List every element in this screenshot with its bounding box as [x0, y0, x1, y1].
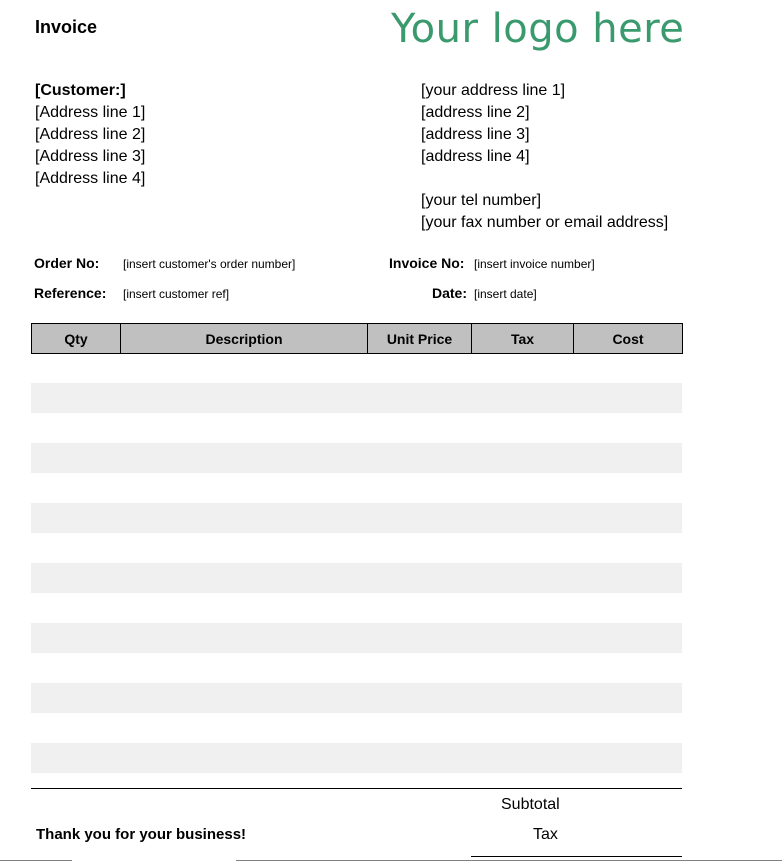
table-header-row	[32, 324, 683, 354]
customer-address-line-2: [Address line 2]	[35, 126, 146, 143]
description-column-header: Description	[121, 324, 368, 354]
logo-placeholder: Your logo here	[391, 6, 685, 52]
company-tel: [your tel number]	[421, 192, 542, 209]
table-row[interactable]	[31, 653, 682, 683]
tax-label: Tax	[533, 826, 558, 843]
tax-column-header: Tax	[472, 324, 574, 354]
table-row[interactable]	[31, 623, 682, 653]
company-address-line-1: [your address line 1]	[421, 82, 566, 99]
page-edge-line	[0, 860, 72, 861]
tax-cell-top-border	[471, 856, 682, 857]
table-row[interactable]	[31, 503, 682, 533]
invoice-no-value: [insert invoice number]	[474, 257, 595, 271]
table-row[interactable]	[31, 593, 682, 623]
table-row[interactable]	[31, 563, 682, 593]
company-address-block	[421, 80, 668, 234]
table-row[interactable]	[31, 713, 682, 743]
cost-column-header: Cost	[574, 324, 683, 354]
customer-label: [Customer:]	[35, 82, 126, 99]
thank-you-message: Thank you for your business!	[36, 826, 247, 843]
date-value: [insert date]	[474, 287, 537, 301]
table-row[interactable]	[31, 413, 682, 443]
date-label: Date:	[432, 285, 468, 301]
qty-column-header: Qty	[32, 324, 121, 354]
table-row[interactable]	[31, 383, 682, 413]
company-address-line-2: [address line 2]	[421, 104, 530, 121]
invoice-no-label: Invoice No:	[389, 255, 465, 271]
line-items-table	[31, 323, 683, 354]
table-row[interactable]	[31, 443, 682, 473]
table-row[interactable]	[31, 743, 682, 773]
company-address-line-3: [address line 3]	[421, 126, 530, 143]
totals-divider	[31, 788, 682, 789]
order-no-value: [insert customer's order number]	[123, 257, 296, 271]
table-row[interactable]	[31, 473, 682, 503]
page-edge-line	[236, 860, 782, 861]
company-fax-email: [your fax number or email address]	[421, 214, 669, 231]
line-items-body	[31, 353, 682, 773]
reference-label: Reference:	[34, 285, 107, 301]
invoice-title: Invoice	[35, 17, 98, 37]
table-row[interactable]	[31, 353, 682, 383]
order-no-label: Order No:	[34, 255, 100, 271]
reference-value: [insert customer ref]	[123, 287, 230, 301]
customer-address-line-4: [Address line 4]	[35, 170, 146, 187]
customer-address-line-3: [Address line 3]	[35, 148, 146, 165]
customer-address-line-1: [Address line 1]	[35, 104, 146, 121]
customer-address-block	[35, 80, 145, 190]
table-row[interactable]	[31, 683, 682, 713]
subtotal-label: Subtotal	[501, 796, 560, 813]
unit-price-column-header: Unit Price	[368, 324, 472, 354]
company-address-line-4: [address line 4]	[421, 148, 530, 165]
table-row[interactable]	[31, 533, 682, 563]
